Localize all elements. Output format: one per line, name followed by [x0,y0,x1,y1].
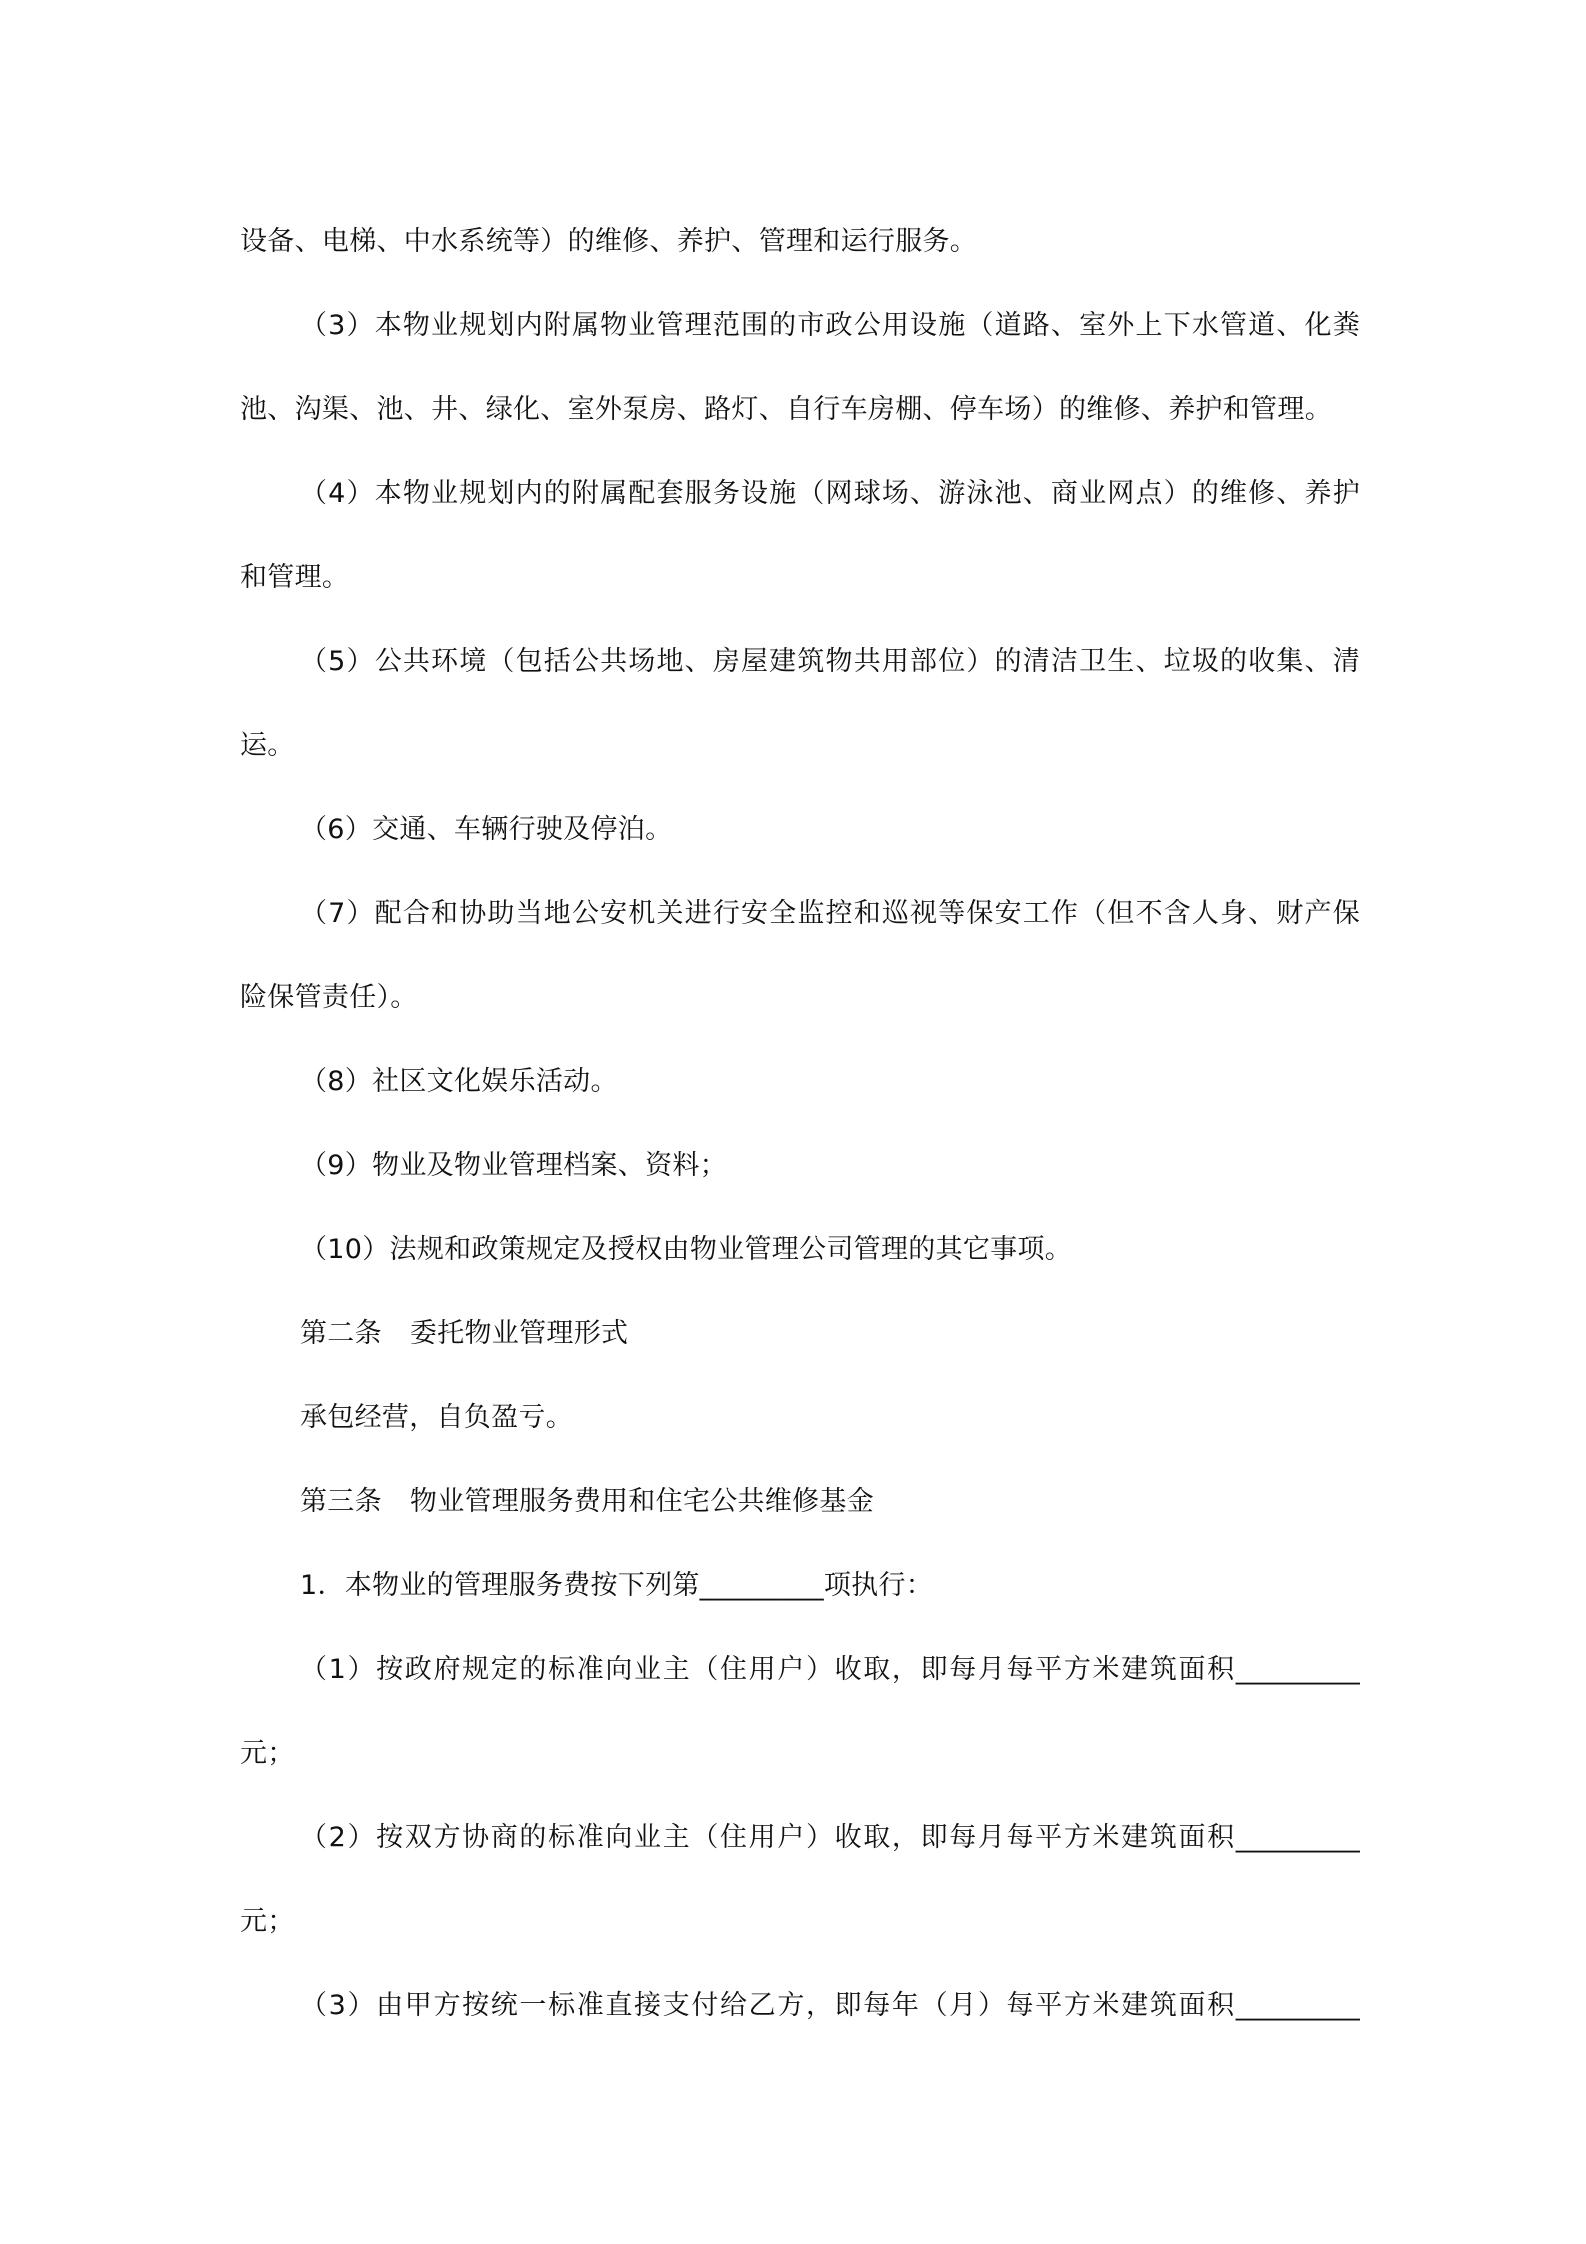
article-heading [240,1460,1360,1544]
paragraph-line: （6）交通、车辆行驶及停泊。 [300,814,673,845]
article-title: 委托物业管理形式 [409,1318,629,1349]
document-body [240,200,1360,2048]
paragraph-line: 元； [240,1906,295,1937]
article-label: 第二条 [300,1318,382,1349]
paragraph-line: 承包经营，自负盈亏。 [300,1402,573,1433]
article-title: 物业管理服务费用和住宅公共维修基金 [409,1486,875,1517]
paragraph-line: 险保管责任）。 [240,982,418,1013]
paragraph-line: （3）由甲方按统一标准直接支付给乙方，即每年（月）每平方米建筑面积_________ [300,1990,1360,2021]
paragraph-line: 池、沟渠、池、井、绿化、室外泵房、路灯、自行车房棚、停车场）的维修、养护和管理。 [240,394,1332,425]
paragraph-line: （9）物业及物业管理档案、资料； [300,1150,727,1181]
paragraph-line: （10）法规和政策规定及授权由物业管理公司管理的其它事项。 [300,1234,1073,1265]
paragraph-line: 元； [240,1738,295,1769]
paragraph-line: 运。 [240,730,295,761]
paragraph-line: （2）按双方协商的标准向业主（住用户）收取，即每月每平方米建筑面积_________ [300,1822,1360,1853]
paragraph-line: 1．本物业的管理服务费按下列第_________项执行： [300,1570,934,1601]
article-label: 第三条 [300,1486,382,1517]
paragraph-line: 设备、电梯、中水系统等）的维修、养护、管理和运行服务。 [240,226,978,257]
paragraph-line: （1）按政府规定的标准向业主（住用户）收取，即每月每平方米建筑面积_________ [300,1654,1360,1685]
paragraph-line: （7）配合和协助当地公安机关进行安全监控和巡视等保安工作（但不含人身、财产保 [300,898,1360,929]
paragraph-line: （3）本物业规划内附属物业管理范围的市政公用设施（道路、室外上下水管道、化粪 [300,310,1360,341]
paragraph-line: （4）本物业规划内的附属配套服务设施（网球场、游泳池、商业网点）的维修、养护 [300,478,1360,509]
article-heading [240,1292,1360,1376]
paragraph-line: （5）公共环境（包括公共场地、房屋建筑物共用部位）的清洁卫生、垃圾的收集、清 [300,646,1360,677]
paragraph-line: 和管理。 [240,562,350,593]
paragraph-line: （8）社区文化娱乐活动。 [300,1066,618,1097]
